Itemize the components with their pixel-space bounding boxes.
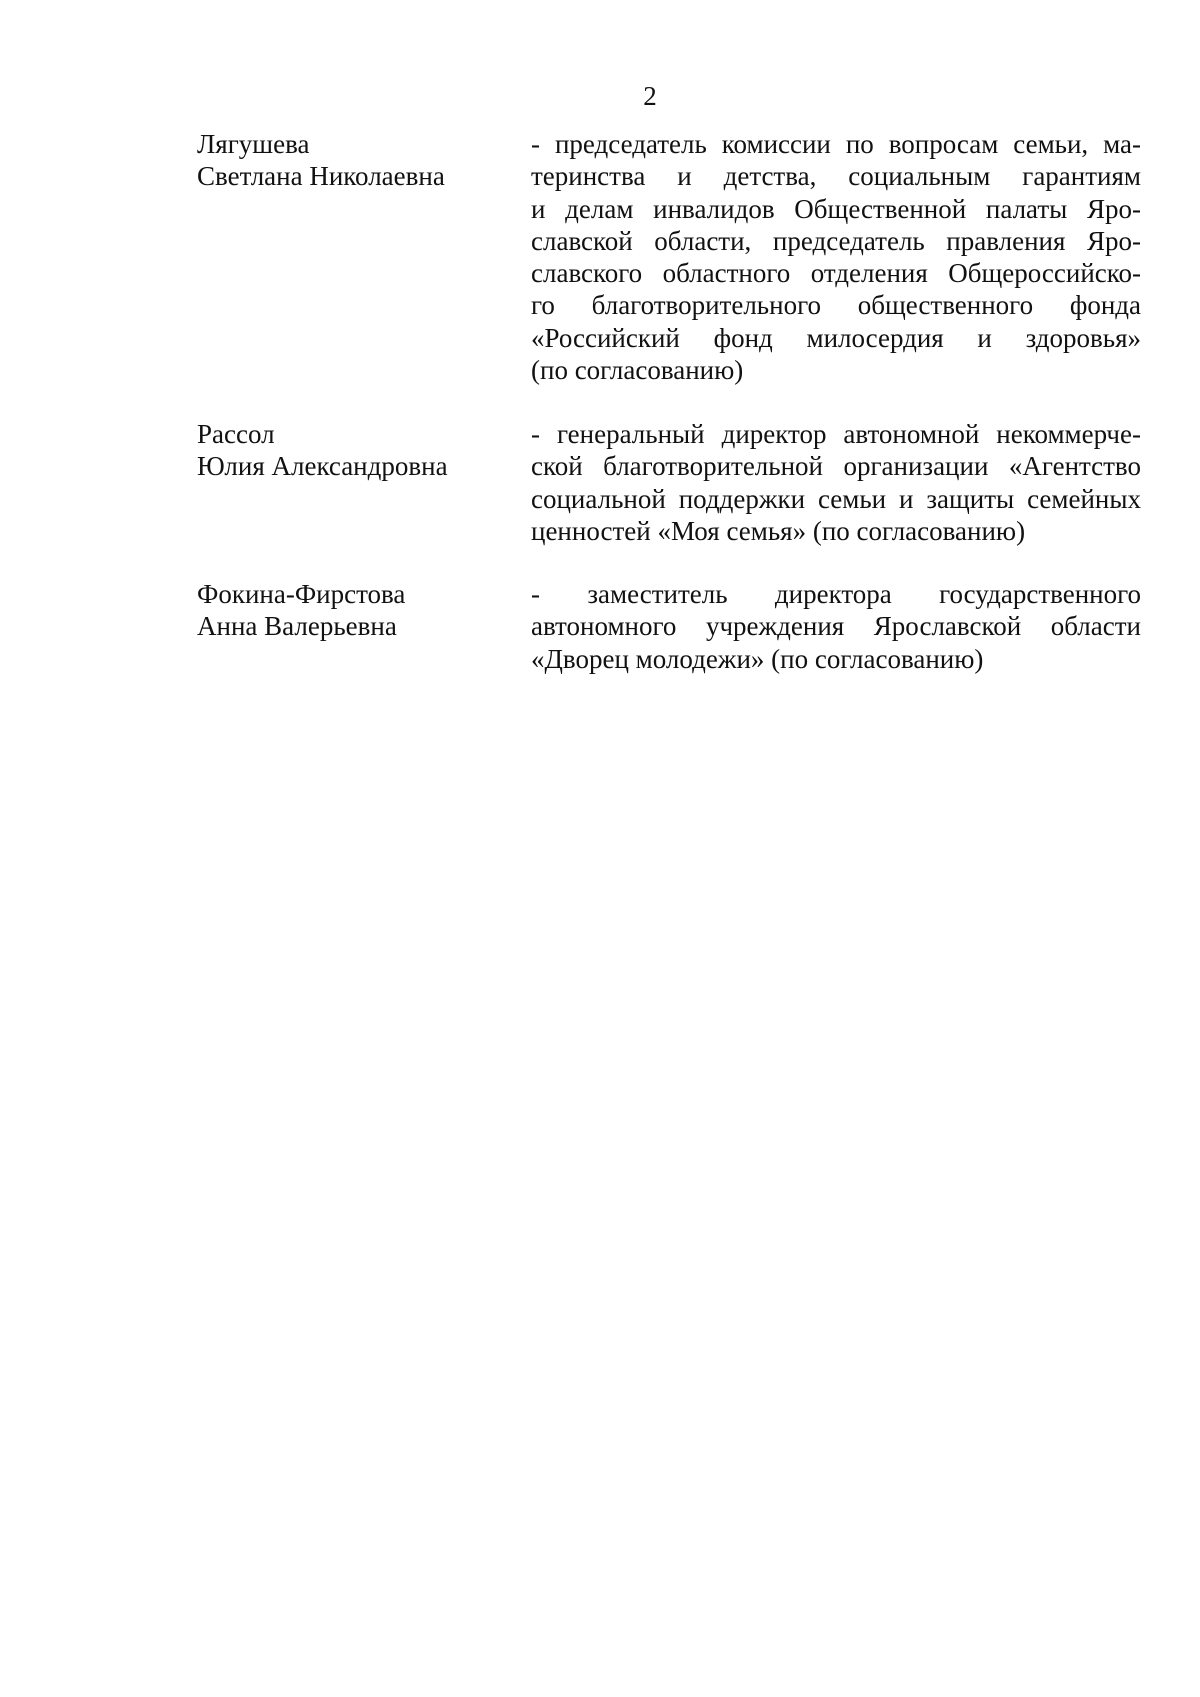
member-given-name: Юлия Александровна <box>197 451 448 482</box>
member-surname: Фокина-Фирстова <box>197 579 406 609</box>
member-position <box>531 418 1141 547</box>
position-line: го благотворительного общественного фонда <box>531 290 1141 321</box>
member-name <box>197 128 497 193</box>
position-line: славского областного отделения Общероссийско- <box>531 258 1141 289</box>
member-name <box>197 418 497 483</box>
member-surname: Рассол <box>197 419 275 449</box>
position-line: и делам инвалидов Общественной палаты Яро- <box>531 193 1141 224</box>
position-line: «Российский фонд милосердия и здоровья» <box>531 322 1141 353</box>
page-number: 2 <box>643 81 657 111</box>
position-line: теринства и детства, социальным гарантиям <box>531 161 1141 192</box>
member-position <box>531 578 1141 675</box>
position-line: «Дворец молодежи» (по согласованию) <box>531 643 984 674</box>
position-line: социальной поддержки семьи и защиты семейных <box>531 483 1141 514</box>
member-surname: Лягушева <box>197 129 310 159</box>
position-line: автономного учреждения Ярославской области <box>531 611 1141 642</box>
position-line: славской области, председатель правления Яро- <box>531 225 1141 256</box>
member-position <box>531 128 1141 386</box>
position-line: (по согласованию) <box>531 355 744 386</box>
position-line: - председатель комиссии по вопросам семьи, ма- <box>531 129 1141 159</box>
position-line: - генеральный директор автономной некоммерче- <box>531 419 1141 449</box>
position-line: - заместитель директора государственного <box>531 579 1141 609</box>
position-line: ценностей «Моя семья» (по согласованию) <box>531 515 1026 546</box>
position-line: ской благотворительной организации «Агентство <box>531 451 1141 482</box>
member-given-name: Светлана Николаевна <box>197 161 445 192</box>
member-name <box>197 578 497 643</box>
member-given-name: Анна Валерьевна <box>197 611 397 642</box>
